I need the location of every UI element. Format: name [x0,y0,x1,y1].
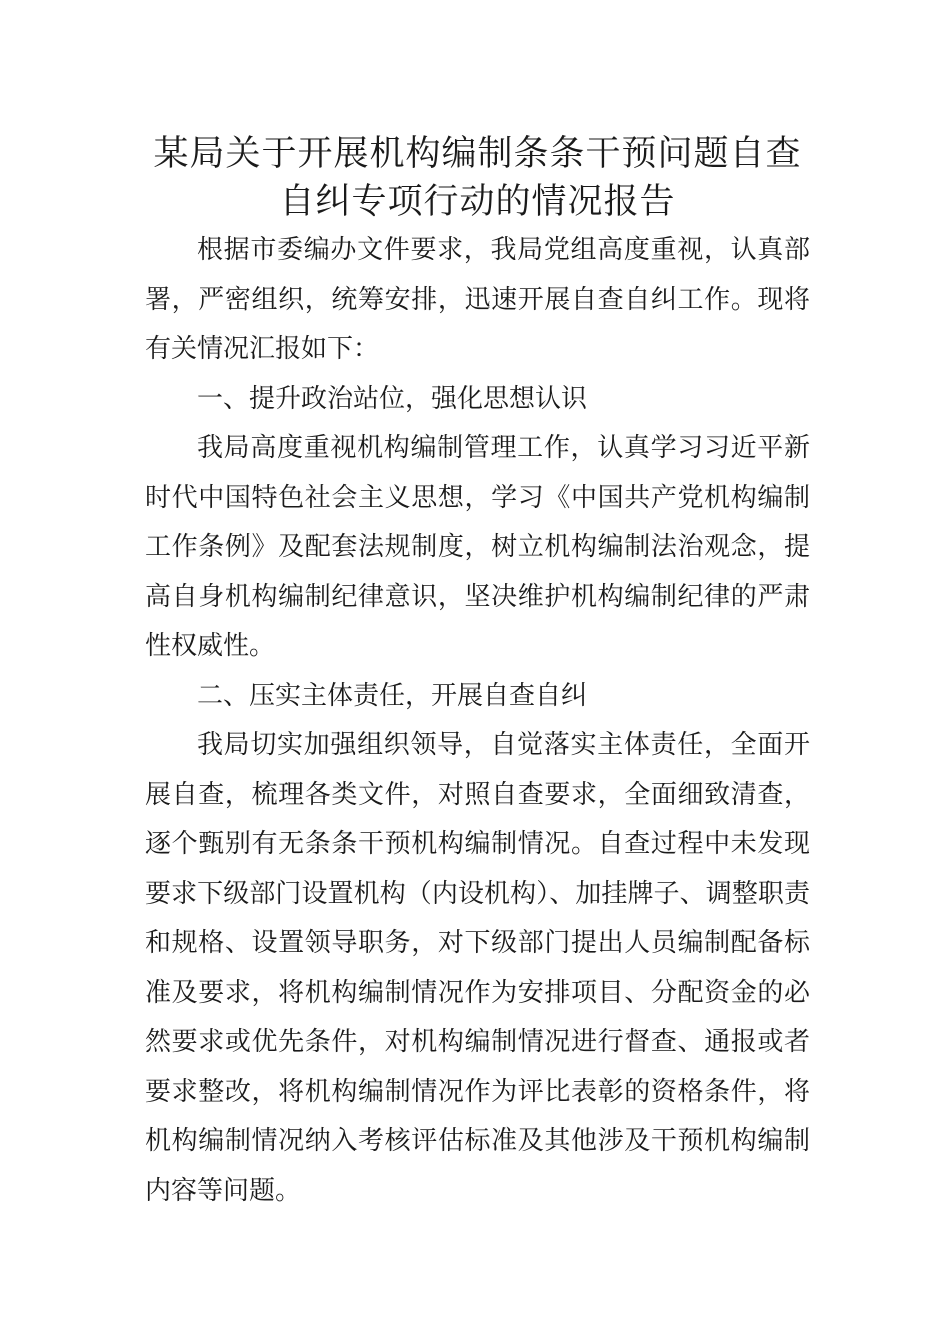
document-title [145,130,810,226]
section-1-paragraph: 我局高度重视机构编制管理工作，认真学习习近平新时代中国特色社会主义思想，学习《中国共产党机构编制工作条例》及配套法规制度，树立机构编制法治观念，提高自身机构编制纪律意识，坚决维护机构编制纪律的严肃性权威性。 [145,433,810,661]
title-line-1: 某局关于开展机构编制条条干预问题自查 [153,134,802,174]
title-line-2: 自纠专项行动的情况报告 [279,182,676,222]
section-2-paragraph: 我局切实加强组织领导，自觉落实主体责任，全面开展自查，梳理各类文件，对照自查要求，全面细致清查，逐个甄别有无条条干预机构编制情况。自查过程中未发现要求下级部门设置机构（内设机构）、加挂牌子、调整职责和规格、设置领导职务，对下级部门提出人员编制配备标准及要求，将机构编制情况作为安排项目、分配资金的必然要求或优先条件，对机构编制情况进行督查、通报或者要求整改，将机构编制情况作为评比表彰的资格条件，将机构编制情况纳入考核评估标准及其他涉及干预机构编制内容等问题。 [145,730,810,1206]
section-2-heading: 二、压实主体责任，开展自查自纠 [197,680,588,711]
section-1-heading: 一、提升政治站位，强化思想认识 [197,383,588,414]
intro-paragraph: 根据市委编办文件要求，我局党组高度重视，认真部署，严密组织，统筹安排，迅速开展自查自纠工作。现将有关情况汇报如下： [145,235,810,364]
